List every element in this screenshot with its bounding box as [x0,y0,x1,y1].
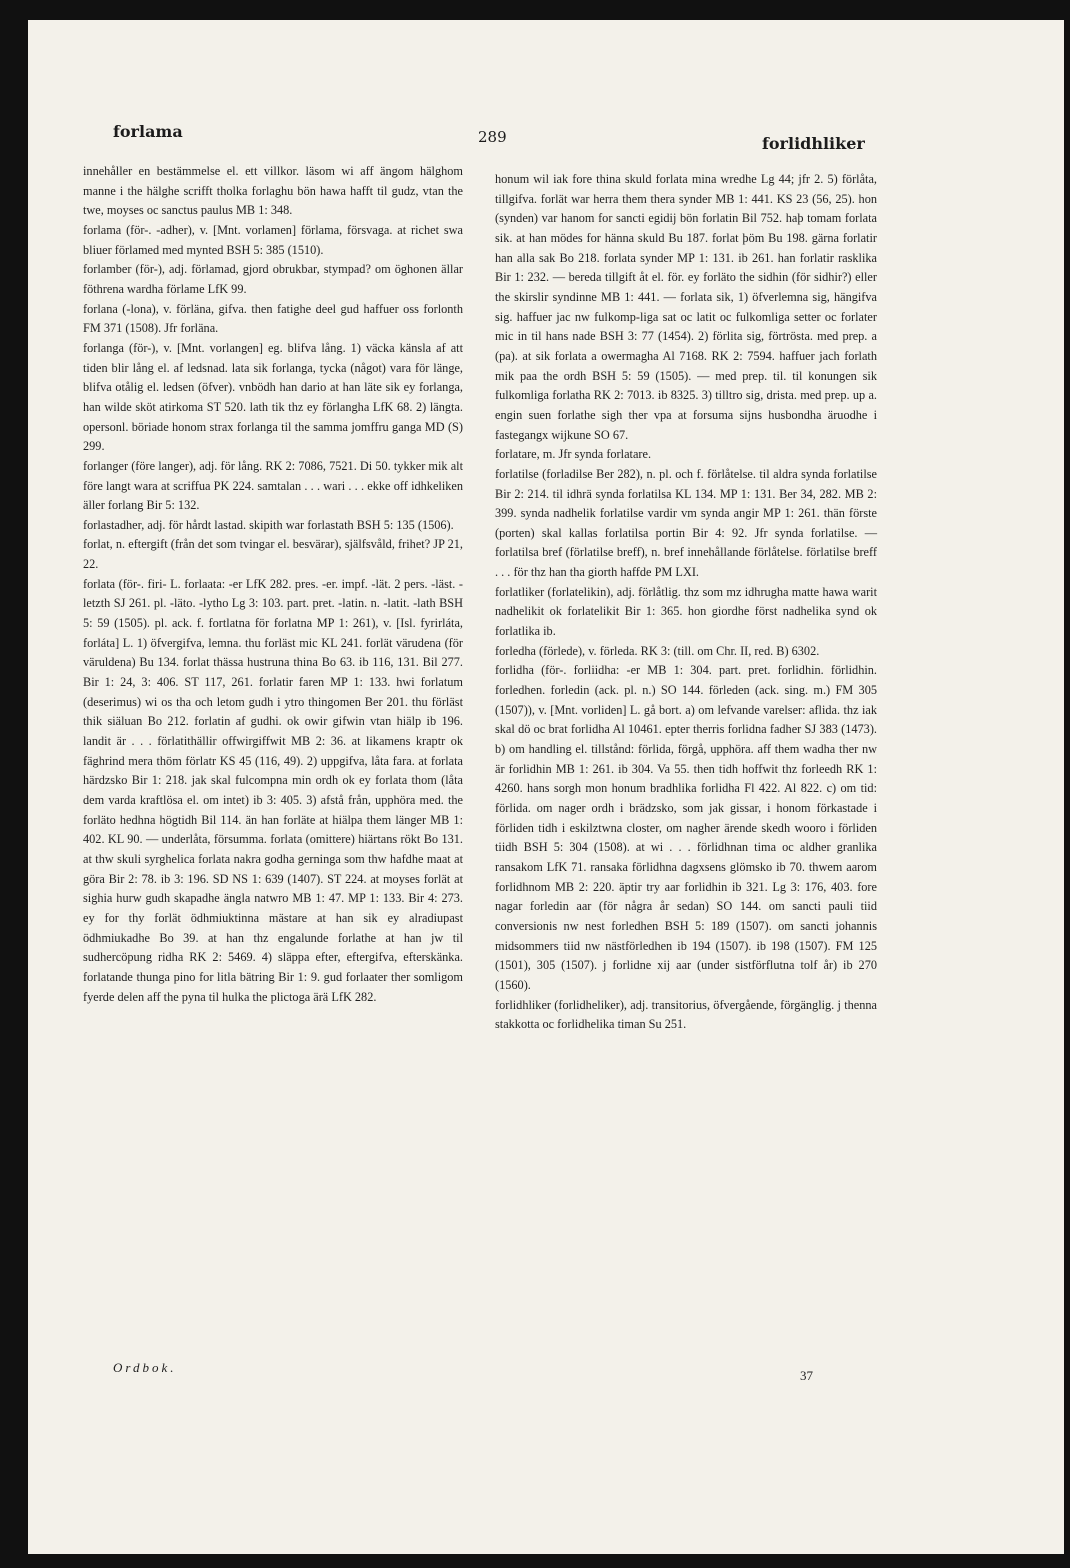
scan-border-left [0,0,28,1568]
signature-mark: Ordbok. [113,1360,177,1375]
left-column [83,162,463,1007]
entry-paragraph: forlidha (för-. forliidha: -er MB 1: 304. part. pret. forlidhin. förlidhin. forledhen. forledin (ack. pl. n.) SO 144. förleden (ack. sing. m.) FM 305 (1507)), v. [Mnt. vorliden] L. gå bort. a) om lefvande varelser: aflida. thz iak skal dö oc brat forlidha Al 10461. epter therris forlidna fadher SJ 383 (1473). b) om handling el. tillstånd: förlida, förgå, upphöra. aff them wadha ther nw är forlidhin MB 1: 261. ib 304. Va 55. then tidh hoffwit thz forleedh RK 1: 4260. hans sorgh mon honum bradhlika forlidha Fl 422. Al 822. c) om tid: förlida. om nager ordh i brädzsko, som jak gissar, i honom förkastade i förliden tidh i eskilztwna closter, om nagher ärende skedh wooro i förliden tiidh BSH 5: 304 (1508). at wi . . . förlidhnan tima oc aldher granlika ransakom LfK 71. ransaka förlidhna dagxsens glömsko ib 70. thwem aarom forlidhnom MB 2: 220. äptir try aar forlidhin ib 321. Lg 3: 176, 403. fore nagar forledin aar (för några år sedan) SO 144. om sancti pauli tiid conversionis nw nest forledhen BSH 5: 189 (1507). om sancti johannis midsommers tiid nw nästförledhen ib 194 (1507). ib 198 (1507). FM 125 (1501), 305 (1507). j forlidne xij aar (under sistförflutna tolf år) ib 270 (1560). [495,663,877,992]
scan-border-top [0,0,1070,20]
entry-paragraph: forlidhliker (forlidheliker), adj. transitorius, öfvergående, förgänglig. j thenna stakkotta oc forlidhelika timan Su 251. [495,997,877,1032]
entry-paragraph: innehåller en bestämmelse el. ett villkor. läsom wi aff ängom hälghom manne i the hälghe scrifft tholka forlaghu bön hawa hafft til gudz, vtan the twe, moyses oc sanctus paulus MB 1: 348. [83,164,463,218]
entry-paragraph: forlatliker (forlatelikin), adj. förlåtlig. thz som mz idhrugha matte hawa warit nadhelikit ok forlatelikit Bir 1: 365. hon giordhe först nadhelika synd ok forlatlika ib. [495,584,877,639]
running-head-right: forlidhliker [762,134,865,153]
entry-paragraph: forlanger (före langer), adj. för lång. RK 2: 7086, 7521. Di 50. tykker mik alt före langt wara at scriffua PK 224. samtalan . . . wari . . . ekke off idhkeliken äller forlang Bir 5: 132. [83,458,463,513]
entry-paragraph: forlana (-lona), v. förläna, gifva. then fatighe deel gud haffuer oss forlonth FM 371 (1508). Jfr forläna. [83,301,463,336]
entry-paragraph: honum wil iak fore thina skuld forlata mina wredhe Lg 44; jfr 2. 5) förlåta, tillgifva. forlät war herra them thera synder MB 1: 441. KS 23 (56, 25). hon (synden) var hanom for sancti egidij bön forlatin Bil 752. haþ tomam forlata sik. at han mödes for hänna skuld Bu 187. forlat þöm Bu 198. gärna forlatir han alla sak Bo 218. forlata synder MP 1: 131. ib 261. han forlatir rasklika Bir 1: 232. — bereda tillgift åt el. för. ey forläto the sidhin (för sidhir?) eller the skirslir syndinne MB 1: 441. — forlata sik, 1) öfverlemna sig, hängifva sig. haffuer jac nw fulkomp-liga sat oc latit oc fulkomligа setter oc forlater mic in til hans nade BSH 3: 77 (1454). 2) förlita sig, förtrösta. med prep. a (pa). at sik forlata a owermagha Al 7168. RK 2: 7594. haffuer jach forlath mik paa the ordh BSH 5: 59 (1505). — med prep. til. til konungen sik fulkomliga forlatha RK 2: 7013. ib 8325. 3) tilltro sig, dristа. med prep. up a. engin suen forlathe sigh ther vpa at forsuma sijns husbondha äruodhe i fastegangx wijkune SO 67. [495,172,877,442]
running-head-left: forlama [113,122,183,141]
page-number: 289 [478,128,507,146]
scan-border-right [1064,0,1070,1568]
entry-paragraph: forlatilse (forladilse Ber 282), n. pl. och f. förlåtelse. til aldra synda forlatilse Bir 2: 214. til idhrä synda forlatilsa KL 134. MP 1: 131. Ber 34, 282. MB 2: 399. synda nadhelik forlatilse vardir vm synda angir MP 1: 261. thän förste (porten) skal kallas forlatilsa portin Bir 4: 92. Jfr synda forlatilse. — forlatilsa bref (förlatilse breff), n. bref innehållande förlåtelse. förlatilse breff . . . för thz han tha giorth haffde PM LXI. [495,466,877,580]
entry-paragraph: forlata (för-. firi- L. forlaata: -er LfK 282. pres. -er. impf. -lät. 2 pers. -läst. -letzth SJ 261. pl. -läto. -lytho Lg 3: 103. part. pret. -latin. n. -latit. -lath BSH 5: 59 (1505). pl. ack. f. fortlatna för forlatna MP 1: 261), v. [Isl. fyrirláta, forláta] L. 1) öfvergifva, lemna. thu forläst mic KL 241. forlät värudena (för väruldena) Bu 134. forlat thässa hustruna thina Bo 63. ib 116, 131. Bil 277. Bir 1: 24, 3: 406. ST 117, 261. forlatir faren MP 1: 133. hwi forlatum (deserimus) wi os tha och letom gudh i ytro thingomen Ber 201. thu förläst thik siäluan Bo 212. forlatin af gudhi. ok owir gifwin vtan hiälp ib 196. landit är . . . förlatithällir offwirgiffwit MB 2: 36. at likamens kraptr ok fäghrind mera thöm förlatr KS 45 (116, 49). 2) uppgifva, låta fara. at forlata härdzsko Bir 1: 218. jak skal fulcompna min ordh ok ey forlata thom (låta dem varda kraftlösa el. om intet) ib 3: 405. 3) afstå från, upphöra med. the forläto hedhna högtidh Bil 114. än han forläte at hiälpa them länger MB 1: 402. KL 90. — underlåta, försumma. forlata (omittere) hiärtans rökt Bo 131. at thw skuli syrghelica forlata nakra godha gerninga som thw hafdhe maat at göra Bir 2: 78. ib 3: 196. SD NS 1: 639 (1407). ST 224. at moyses forlät at sighia hurw gudh skapadhe ängla natwro MB 1: 47. MP 1: 133. Bir 4: 273. ey for thy forlät ödhmiuktinna mästare at han sik ey alradiupast ödhmiukadhe Bo 39. at han thz engalunde forlathe at han jw til sudhercöpung ridha RK 2: 5469. 4) släppa efter, eftergifva, efterskänka. forlatande thunga pino for litla bätring Bir 1: 9. gud forlaater ther somligom fyerde delen aff the pyna til hulka the plictoga ärä LfK 282. [83,576,463,1004]
scan-border-bottom [0,1554,1070,1568]
entry-paragraph: forlama (för-. -adher), v. [Mnt. vorlamen] förlama, försvaga. at richet swa bliuer förlamed med mynted BSH 5: 385 (1510). [83,222,463,257]
entry-paragraph: forledha (förlede), v. förleda. RK 3: (till. om Chr. II, red. B) 6302. [495,643,820,658]
entry-paragraph: forlanga (för-), v. [Mnt. vorlangen] eg. blifva lång. 1) väcka känsla af att tiden blir lång el. af ledsnad. lata sik forlanga, tycka (något) vara för länge, blifva otålig el. ledsen (öfver). vnbödh han dario at han läte sik ey forlanga, han wilde sköt atirkoma ST 520. lath tik thz ey förlangha LfK 68. 2) längta. opersonl. böriade honom strax forlanga til the samma jomffru ganga MD (S) 299. [83,340,463,454]
entry-paragraph: forlat, n. eftergift (från det som tvingar el. besvärar), själfsvåld, frihet? JP 21, 22. [83,537,463,572]
right-column [495,170,877,1035]
entry-paragraph: forlatare, m. Jfr synda forlatare. [495,447,652,462]
sheet-number: 37 [800,1368,813,1383]
entry-paragraph: forlastadher, adj. för hårdt lastad. skipith war forlastath BSH 5: 135 (1506). [83,517,454,532]
entry-paragraph: forlamber (för-), adj. förlamad, gjord obrukbar, stympad? om öghonen ällar föthrena wardha förlame LfK 99. [83,262,463,296]
